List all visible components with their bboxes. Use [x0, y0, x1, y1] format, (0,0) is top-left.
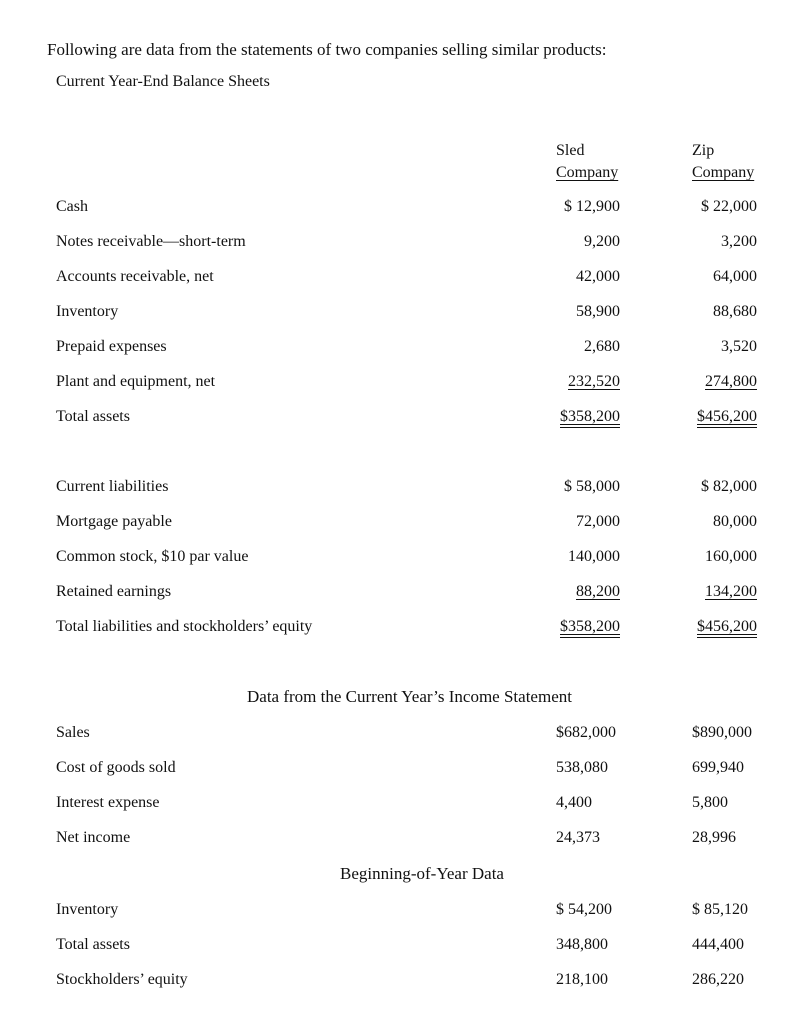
income-zip-value: 5,800 — [692, 794, 728, 811]
liability-sled-value: 72,000 — [576, 513, 620, 530]
asset-sled-value: 2,680 — [584, 338, 620, 355]
income-label: Net income — [56, 829, 131, 846]
liability-zip-value: $ 82,000 — [701, 478, 757, 495]
asset-zip-value: 274,800 — [705, 373, 757, 390]
zip-header-line2: Company — [692, 164, 755, 181]
total-assets-zip: $456,200 — [697, 408, 757, 425]
beginning-label: Inventory — [56, 901, 119, 918]
beginning-sled-value: 348,800 — [556, 936, 608, 953]
liability-sled-value: 140,000 — [568, 548, 620, 565]
asset-zip-value: 64,000 — [713, 268, 757, 285]
income-sled-value: 24,373 — [556, 829, 600, 846]
zip-header-line1: Zip — [692, 142, 715, 159]
liability-zip-value: 80,000 — [713, 513, 757, 530]
income-zip-value: $890,000 — [692, 724, 752, 741]
beginning-sled-value: $ 54,200 — [556, 901, 612, 918]
asset-sled-value: 9,200 — [584, 233, 620, 250]
total-assets-sled: $358,200 — [560, 408, 620, 425]
liability-label: Common stock, $10 par value — [56, 548, 249, 565]
asset-label: Cash — [56, 198, 88, 215]
asset-zip-value: 88,680 — [713, 303, 757, 320]
asset-zip-value: $ 22,000 — [701, 198, 757, 215]
beginning-of-year-title: Beginning-of-Year Data — [340, 864, 504, 883]
beginning-sled-value: 218,100 — [556, 971, 608, 988]
liability-label: Mortgage payable — [56, 513, 172, 530]
asset-sled-value: 232,520 — [568, 373, 620, 390]
total-liabilities-equity-label: Total liabilities and stockholders’ equity — [56, 618, 313, 635]
sled-header-line2: Company — [556, 164, 619, 181]
beginning-zip-value: 286,220 — [692, 971, 744, 988]
asset-label: Inventory — [56, 303, 119, 320]
income-label: Interest expense — [56, 794, 160, 811]
income-zip-value: 699,940 — [692, 759, 744, 776]
asset-label: Notes receivable—short-term — [56, 233, 246, 250]
income-zip-value: 28,996 — [692, 829, 736, 846]
liability-zip-value: 160,000 — [705, 548, 757, 565]
income-sled-value: 4,400 — [556, 794, 592, 811]
intro-text: Following are data from the statements of two companies selling similar products: — [47, 40, 607, 59]
sled-header-line1: Sled — [556, 142, 585, 159]
total-liabilities-equity-zip: $456,200 — [697, 618, 757, 635]
balance-sheet-title: Current Year-End Balance Sheets — [56, 73, 270, 90]
asset-zip-value: 3,200 — [721, 233, 757, 250]
liability-sled-value: $ 58,000 — [564, 478, 620, 495]
total-assets-label: Total assets — [56, 408, 130, 425]
asset-label: Accounts receivable, net — [56, 268, 214, 285]
liability-sled-value: 88,200 — [576, 583, 620, 600]
income-statement-title: Data from the Current Year’s Income Statement — [247, 687, 572, 706]
beginning-label: Stockholders’ equity — [56, 971, 188, 988]
income-label: Cost of goods sold — [56, 759, 176, 776]
income-sled-value: 538,080 — [556, 759, 608, 776]
asset-sled-value: 58,900 — [576, 303, 620, 320]
asset-label: Plant and equipment, net — [56, 373, 216, 390]
liability-zip-value: 134,200 — [705, 583, 757, 600]
asset-sled-value: 42,000 — [576, 268, 620, 285]
beginning-zip-value: 444,400 — [692, 936, 744, 953]
beginning-zip-value: $ 85,120 — [692, 901, 748, 918]
liability-label: Retained earnings — [56, 583, 172, 600]
asset-label: Prepaid expenses — [56, 338, 167, 355]
income-label: Sales — [56, 724, 90, 741]
beginning-label: Total assets — [56, 936, 130, 953]
asset-zip-value: 3,520 — [721, 338, 757, 355]
liability-label: Current liabilities — [56, 478, 169, 495]
asset-sled-value: $ 12,900 — [564, 198, 620, 215]
total-liabilities-equity-sled: $358,200 — [560, 618, 620, 635]
income-sled-value: $682,000 — [556, 724, 616, 741]
